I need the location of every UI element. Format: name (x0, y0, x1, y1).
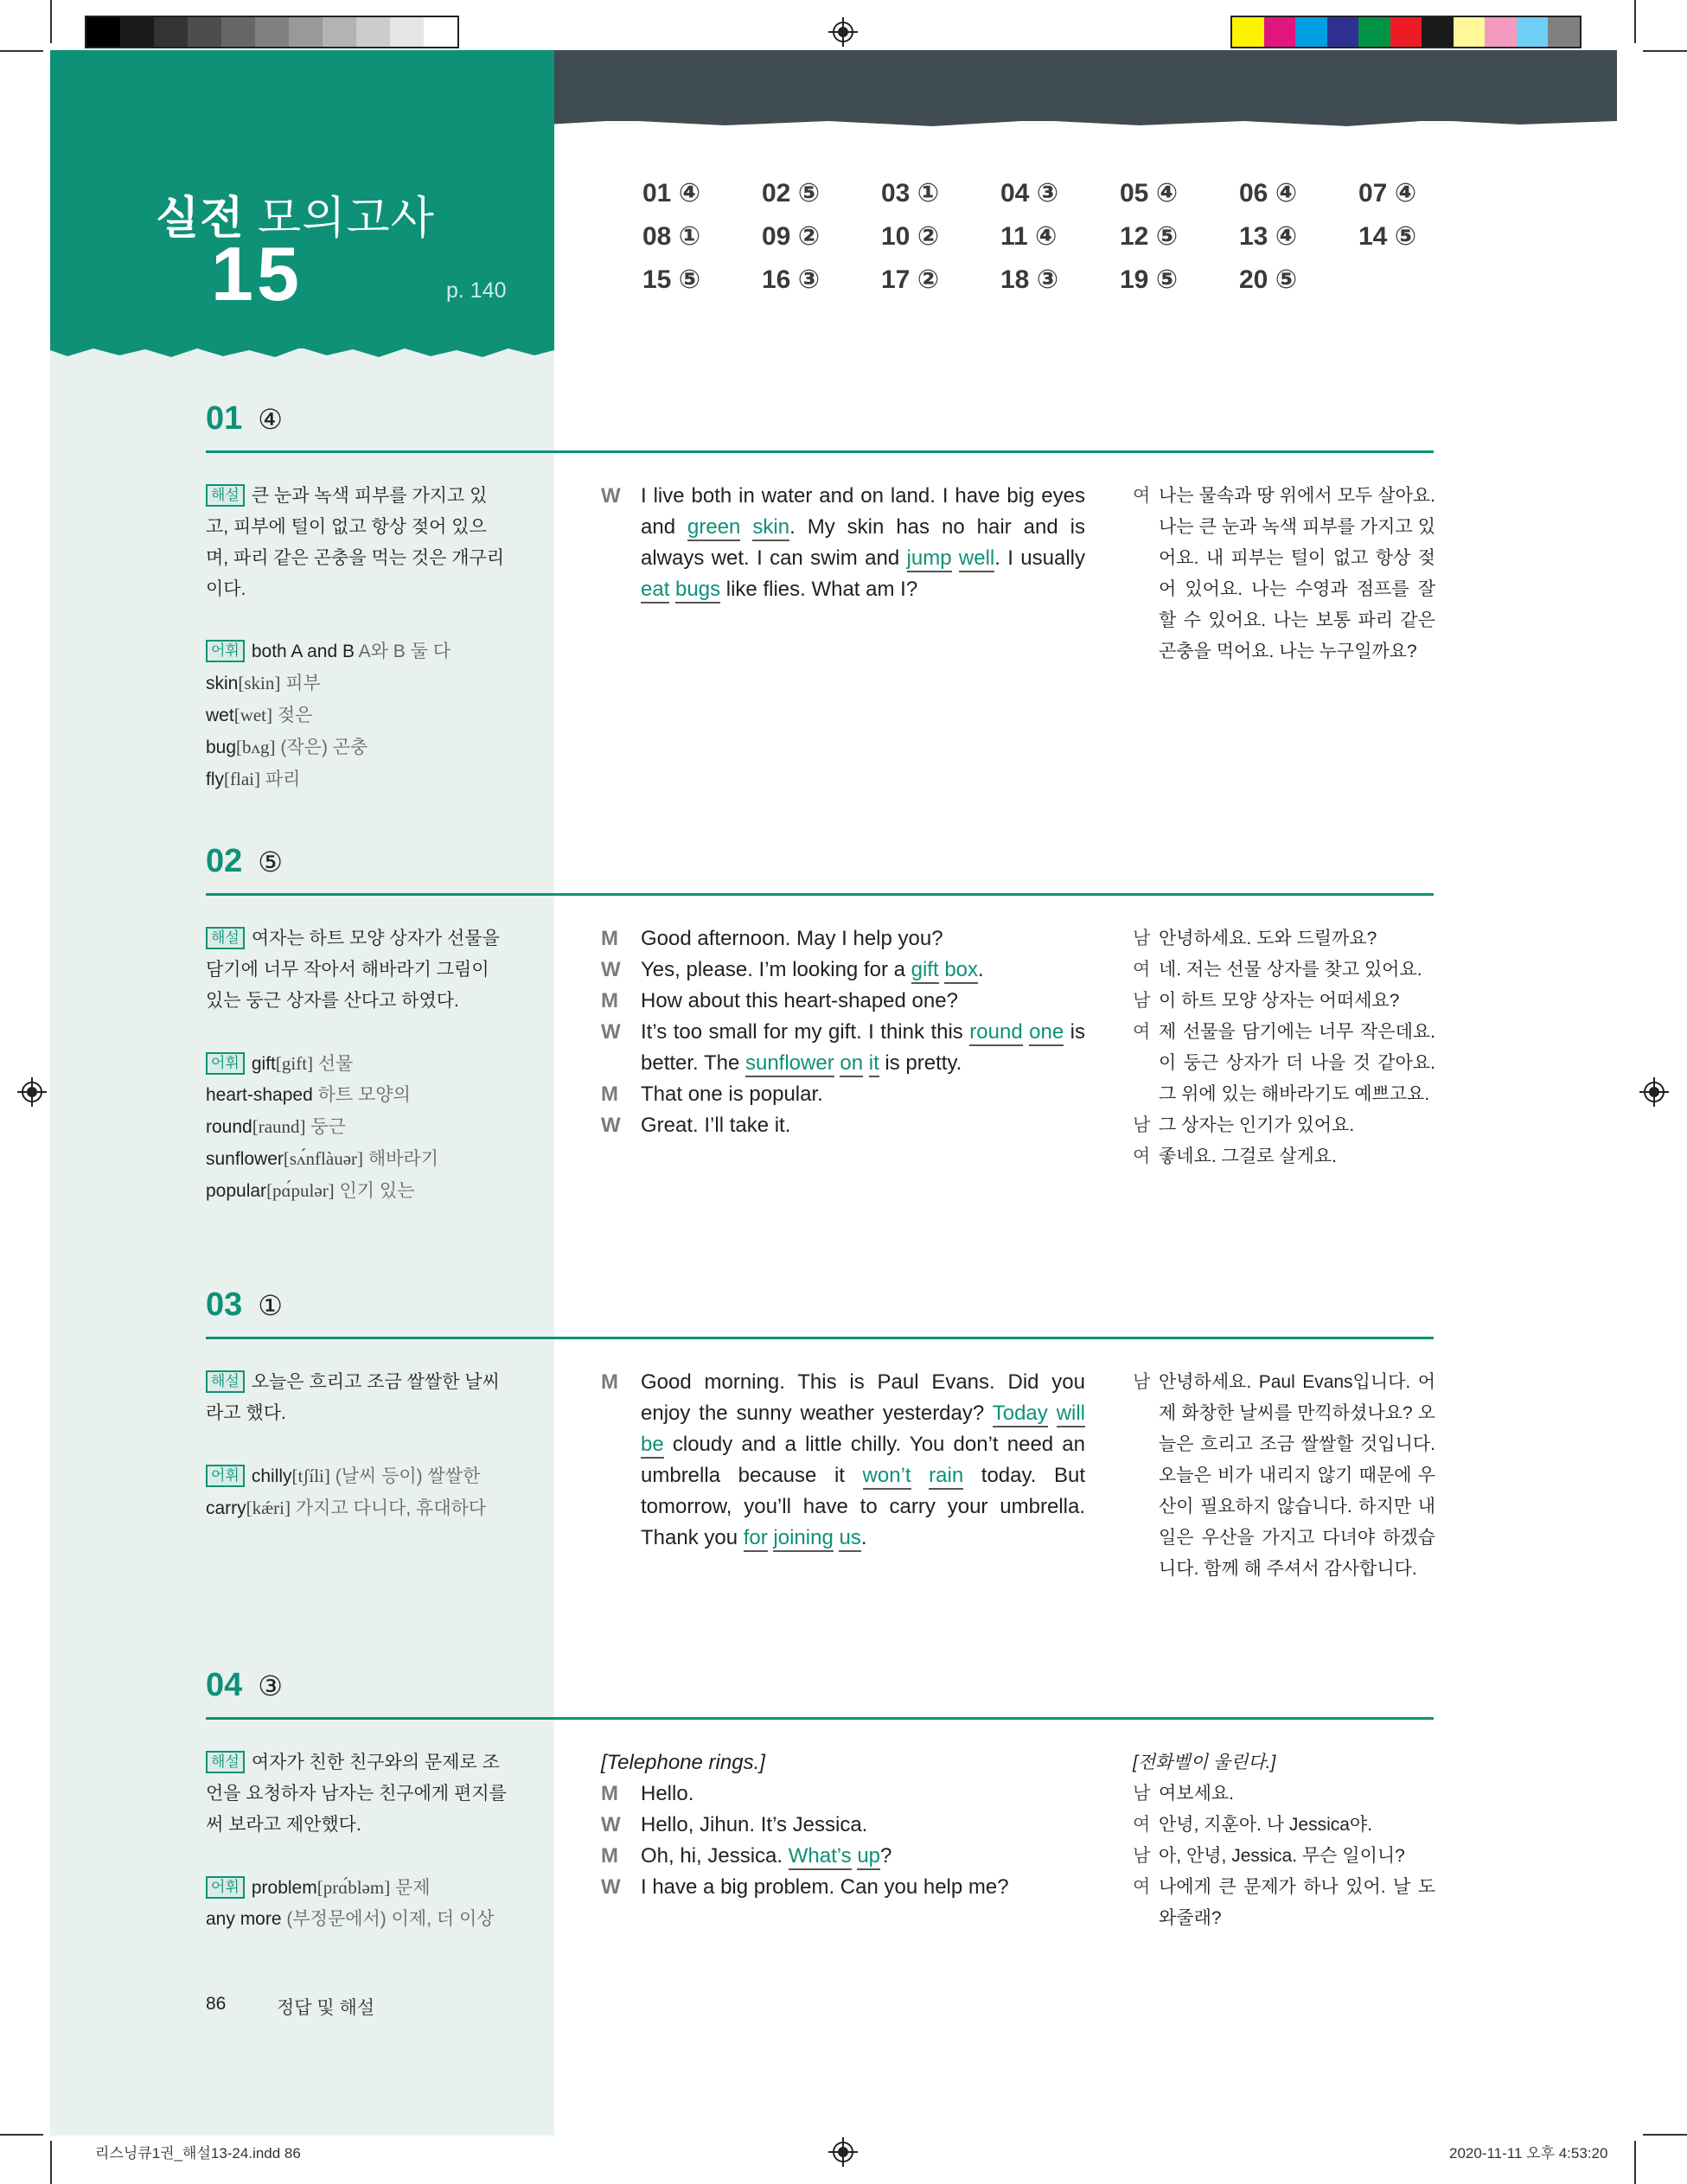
speaker-label: M (601, 1844, 618, 1868)
correct-answer: ③ (258, 1670, 283, 1702)
translation-line (1133, 1367, 1435, 1585)
vocab-meaning: (부정문에서) 이제, 더 이상 (281, 1909, 495, 1929)
dialogue-line (601, 923, 1085, 955)
color-swatch (1232, 17, 1264, 47)
explanation (206, 1367, 508, 1429)
explanation-text: 오늘은 흐리고 조금 쌀쌀한 날씨라고 했다. (206, 1372, 500, 1423)
test-title: 실전 모의고사 (156, 194, 435, 244)
speaker-label: W (601, 1813, 621, 1836)
vocab-word: fly (206, 770, 224, 789)
stage-direction: [Telephone rings.] (601, 1751, 765, 1774)
answer-item: 16 ③ (762, 265, 821, 294)
crop-mark (0, 2134, 43, 2136)
explanation-tag: 해설 (206, 484, 245, 507)
translation-line (1133, 1017, 1435, 1110)
translation-line (1133, 1810, 1435, 1841)
vocab-item (206, 1111, 508, 1143)
speaker-label: 여 (1133, 1877, 1151, 1897)
translation-text: 나는 물속과 땅 위에서 모두 살아요. 나는 큰 눈과 녹색 피부를 가지고 있어요. 내 피부는 털이 없고 항상 젖어 있어요. 나는 수영과 점프를 잘 할 수 있어요. 나는 보통 파리 같은 곤충을 먹어요. 나는 누구일까요? (1159, 486, 1435, 661)
vocab-tag: 어휘 (206, 1876, 245, 1899)
color-swatch (424, 17, 457, 47)
question-number: 02 ⑤ (206, 843, 283, 879)
translation-line (1133, 1141, 1435, 1172)
color-swatch (255, 17, 289, 47)
speaker-label: W (601, 484, 621, 508)
vocab-meaning: 가지고 다니다, 휴대하다 (291, 1498, 487, 1518)
speaker-label: 남 (1133, 1372, 1151, 1392)
vocab-item (206, 763, 508, 795)
translation-line (1133, 481, 1435, 667)
dialogue-line (601, 1841, 1085, 1872)
dialogue-line (601, 1017, 1085, 1079)
color-swatch (120, 17, 154, 47)
color-swatch (1295, 17, 1327, 47)
correct-answer: ⑤ (258, 846, 283, 878)
test-number: 15 (211, 231, 303, 316)
translation-text: 안녕, 지훈아. 나 Jessica야. (1159, 1815, 1373, 1835)
translation-column (1133, 923, 1435, 1172)
answer-blank: Today (993, 1402, 1048, 1427)
color-swatch (390, 17, 424, 47)
question-number: 01 ④ (206, 400, 283, 437)
page-number: 86 (206, 1994, 227, 2014)
explanation-text: 여자가 친한 친구와의 문제로 조언을 요청하자 남자는 친구에게 편지를 써 보라고 제안했다. (206, 1753, 507, 1835)
section-divider (206, 1337, 1434, 1339)
vocab-phonetic: [wet] (233, 705, 272, 725)
vocab-word: heart-shaped (206, 1085, 313, 1105)
vocab-word: chilly (251, 1466, 292, 1486)
speaker-label: W (601, 1020, 621, 1044)
crop-mark (1634, 2141, 1636, 2184)
translation-text: 안녕하세요. Paul Evans입니다. 어제 화창한 날씨를 만끽하셨나요? 오늘은 흐리고 조금 쌀쌀할 것입니다. 오늘은 비가 내리지 않기 때문에 우산이 필요하지 않습니다. 하지만 내일은 우산을 가지고 다녀야 하겠습니다. 함께 해 주셔서 감사합니다. (1159, 1372, 1435, 1579)
color-swatch (188, 17, 221, 47)
color-swatch (1390, 17, 1422, 47)
color-swatch (1454, 17, 1486, 47)
translation-text: 좋네요. 그걸로 살게요. (1159, 1146, 1337, 1166)
vocab-item (206, 731, 508, 763)
speaker-label: M (601, 989, 618, 1012)
vocab-meaning: 피부 (280, 674, 321, 693)
color-swatch (356, 17, 390, 47)
section-divider (206, 450, 1434, 453)
color-swatch (1548, 17, 1580, 47)
speaker-label: 여 (1133, 1022, 1151, 1042)
utterance: Hello. (641, 1782, 694, 1805)
answer-blank: for (744, 1526, 768, 1552)
question-number: 03 ① (206, 1287, 283, 1323)
dialogue-line (601, 955, 1085, 986)
vocabulary (206, 1460, 508, 1524)
answer-blank: on (840, 1051, 863, 1077)
translation-line (1133, 923, 1435, 955)
utterance: Yes, please. I’m looking for a gift box. (641, 955, 1085, 986)
answer-item: 15 ⑤ (642, 265, 701, 294)
explanation (206, 923, 508, 1017)
translation-text: 아, 안녕, Jessica. 무슨 일이니? (1159, 1846, 1405, 1866)
registration-mark-icon (17, 1077, 47, 1107)
answer-blank: bugs (675, 578, 720, 603)
vocab-meaning: 해바라기 (363, 1149, 438, 1169)
vocab-phonetic: [flai] (224, 769, 260, 789)
correct-answer: ④ (258, 404, 283, 435)
answer-blank: joining (773, 1526, 833, 1552)
speaker-label: 남 (1133, 991, 1151, 1011)
explanation (206, 1747, 508, 1841)
dialogue-line (601, 1872, 1085, 1903)
answer-item: 20 ⑤ (1239, 265, 1298, 294)
color-swatch (289, 17, 323, 47)
answer-item: 11 ④ (1000, 222, 1058, 251)
vocab-phonetic: [sʌ́nflàuər] (283, 1148, 364, 1169)
explanation-text: 여자는 하트 모양 상자가 선물을 담기에 너무 작아서 해바라기 그림이 있는 둥근 상자를 산다고 하였다. (206, 929, 500, 1011)
explanation-column (206, 923, 508, 1207)
translation-column (1133, 481, 1435, 667)
speaker-label: M (601, 1082, 618, 1106)
speaker-label: 여 (1133, 960, 1151, 980)
explanation-tag: 해설 (206, 927, 245, 949)
answer-item: 10 ② (881, 222, 940, 251)
gray-color-bar (85, 16, 459, 48)
explanation-tag: 해설 (206, 1370, 245, 1393)
vocab-meaning: 문제 (390, 1878, 431, 1898)
vocab-item (206, 699, 508, 731)
answer-item: 17 ② (881, 265, 940, 294)
translation-text: 여보세요. (1159, 1784, 1234, 1804)
registration-mark-icon (1639, 1077, 1669, 1107)
color-swatch (1358, 17, 1390, 47)
vocab-phonetic: [kǽri] (246, 1498, 291, 1518)
translation-line (1133, 955, 1435, 986)
vocab-word: carry (206, 1498, 246, 1518)
translation-text: 네. 저는 선물 상자를 찾고 있어요. (1159, 960, 1422, 980)
vocab-phonetic: [bʌg] (236, 737, 276, 757)
speaker-label: 여 (1133, 1146, 1151, 1166)
vocab-word: gift (251, 1054, 276, 1074)
vocabulary (206, 636, 508, 795)
vocab-meaning: (작은) 곤충 (275, 738, 368, 757)
dialogue-column (601, 923, 1085, 1141)
speaker-label: 남 (1133, 1115, 1151, 1135)
answer-blank: be (641, 1433, 664, 1459)
vocab-word: any more (206, 1909, 282, 1929)
vocab-tag: 어휘 (206, 1465, 245, 1487)
translation-line (1133, 1110, 1435, 1141)
utterance: Good morning. This is Paul Evans. Did you enjoy the sunny weather yesterday? Today will be cloudy and a little chilly. You don’t need an umbrella because it won’t rain today. But tomorrow, you’ll have to carry your umbrella. Thank you for joining us. (641, 1367, 1085, 1554)
translation-text: 안녕하세요. 도와 드릴까요? (1159, 929, 1377, 948)
vocab-phonetic: [gift] (275, 1053, 314, 1074)
answer-item: 01 ④ (642, 179, 701, 208)
answer-item: 08 ① (642, 222, 701, 251)
color-swatch (86, 17, 120, 47)
vocab-phonetic: [raund] (252, 1116, 306, 1137)
dialogue-line (601, 1079, 1085, 1110)
utterance: Good afternoon. May I help you? (641, 927, 943, 950)
answer-item: 09 ② (762, 222, 821, 251)
section-divider (206, 893, 1434, 896)
page-reference: p. 140 (446, 278, 507, 303)
color-swatch (1327, 17, 1359, 47)
dialogue-line (601, 1367, 1085, 1554)
vocab-tag: 어휘 (206, 1052, 245, 1075)
vocab-phonetic: [pɑ́pulər] (266, 1180, 335, 1201)
answer-blank: skin (752, 515, 789, 541)
answer-blank: will (1057, 1402, 1085, 1427)
speaker-label: 여 (1133, 486, 1151, 506)
explanation-text: 큰 눈과 녹색 피부를 가지고 있고, 피부에 털이 없고 항상 젖어 있으며, 파리 같은 곤충을 먹는 것은 개구리이다. (206, 486, 505, 599)
speaker-label: W (601, 1875, 621, 1899)
answer-item: 02 ⑤ (762, 179, 821, 208)
vocab-word: sunflower (206, 1149, 284, 1169)
answer-blank: box (944, 958, 978, 984)
answer-blank: eat (641, 578, 669, 603)
crop-mark (0, 50, 43, 52)
dialogue-column (601, 481, 1085, 605)
vocab-meaning: 인기 있는 (334, 1181, 415, 1201)
speaker-label: W (601, 958, 621, 981)
section-divider (206, 1717, 1434, 1720)
utterance: Great. I’ll take it. (641, 1114, 791, 1137)
vocab-phonetic: [skin] (238, 673, 281, 693)
vocab-meaning: 파리 (259, 770, 301, 789)
vocab-word: problem (251, 1878, 317, 1898)
answer-blank: sunflower (745, 1051, 834, 1077)
vocab-meaning: 둥근 (305, 1117, 346, 1137)
utterance: It’s too small for my gift. I think this round one is better. The sunflower on it is pretty. (641, 1017, 1085, 1079)
explanation-column (206, 1747, 508, 1935)
vocab-item (206, 1048, 508, 1080)
answer-item: 12 ⑤ (1120, 222, 1179, 251)
answer-blank: round (969, 1020, 1022, 1046)
answer-blank: green (687, 515, 740, 541)
explanation (206, 481, 508, 605)
translation-text: 제 선물을 담기에는 너무 작은데요. 이 둥근 상자가 더 나을 것 같아요. 그 위에 있는 해바라기도 예쁘고요. (1159, 1022, 1435, 1104)
vocab-phonetic: [tʃíli] (291, 1466, 330, 1486)
color-swatch (1264, 17, 1296, 47)
dialogue-line (601, 1810, 1085, 1841)
explanation-column (206, 1367, 508, 1524)
answer-key-grid (642, 180, 1478, 294)
dialogue-line (601, 986, 1085, 1017)
cmyk-color-bar (1230, 16, 1582, 48)
vocab-item (206, 667, 508, 699)
vocab-item (206, 1175, 508, 1207)
answer-blank: up (857, 1844, 880, 1870)
answer-item: 18 ③ (1000, 265, 1059, 294)
footer-title: 정답 및 해설 (277, 1998, 375, 2018)
utterance: How about this heart-shaped one? (641, 989, 958, 1012)
translation-line (1133, 1872, 1435, 1934)
color-swatch (1422, 17, 1454, 47)
translation-column (1133, 1747, 1435, 1934)
speaker-label: M (601, 927, 618, 950)
answer-item: 14 ⑤ (1358, 222, 1417, 251)
answer-blank: won’t (863, 1464, 911, 1490)
dialogue-line (601, 1110, 1085, 1141)
speaker-label: 남 (1133, 1846, 1151, 1866)
answer-item: 19 ⑤ (1120, 265, 1179, 294)
utterance: I have a big problem. Can you help me? (641, 1875, 1009, 1899)
stage-direction-korean: [전화벨이 울린다.] (1133, 1753, 1276, 1772)
translation-text: 그 상자는 인기가 있어요. (1159, 1115, 1355, 1135)
answer-blank: well (959, 546, 994, 572)
color-swatch (1485, 17, 1517, 47)
vocabulary (206, 1872, 508, 1935)
vocab-item (206, 1492, 508, 1524)
utterance: Hello, Jihun. It’s Jessica. (641, 1813, 868, 1836)
vocab-meaning: A와 B 둘 다 (354, 642, 451, 661)
color-swatch (154, 17, 188, 47)
vocab-word: wet (206, 706, 234, 725)
crop-mark (50, 0, 52, 43)
answer-item: 07 ④ (1358, 179, 1417, 208)
answer-blank: jump (907, 546, 952, 572)
speaker-label: 남 (1133, 929, 1151, 948)
translation-line (1133, 986, 1435, 1017)
utterance: Oh, hi, Jessica. What’s up? (641, 1841, 1085, 1872)
vocab-item (206, 1460, 508, 1492)
color-swatch (323, 17, 356, 47)
vocab-meaning: 선물 (313, 1054, 354, 1074)
registration-mark-icon (828, 17, 858, 47)
crop-mark (50, 2141, 52, 2184)
answer-blank: it (869, 1051, 879, 1077)
answer-item: 06 ④ (1239, 179, 1298, 208)
answer-blank: rain (929, 1464, 963, 1490)
color-swatch (221, 17, 255, 47)
question-number: 04 ③ (206, 1667, 283, 1703)
utterance: I live both in water and on land. I have big eyes and green skin. My skin has no hair and is always wet. I can swim and jump well. I usually eat bugs like flies. What am I? (641, 481, 1085, 605)
answer-blank: What’s (789, 1844, 852, 1870)
explanation-column (206, 481, 508, 795)
vocab-item (206, 1872, 508, 1904)
answer-item: 05 ④ (1120, 179, 1179, 208)
vocab-meaning: (날씨 등이) 쌀쌀한 (329, 1466, 481, 1486)
crop-mark (1643, 50, 1687, 52)
crop-mark (1643, 2134, 1687, 2136)
answer-blank: one (1029, 1020, 1064, 1046)
dialogue-column (601, 1747, 1085, 1903)
translation-text: 나에게 큰 문제가 하나 있어. 날 도와줄래? (1159, 1877, 1435, 1928)
vocab-item (206, 1143, 508, 1175)
vocab-word: popular (206, 1181, 267, 1201)
answer-blank: gift (911, 958, 939, 984)
dialogue-line (601, 481, 1085, 605)
speaker-label: 여 (1133, 1815, 1151, 1835)
vocab-meaning: 하트 모양의 (312, 1085, 411, 1105)
correct-answer: ① (258, 1290, 283, 1321)
explanation-tag: 해설 (206, 1751, 245, 1773)
translation-line (1133, 1778, 1435, 1810)
vocab-word: round (206, 1117, 252, 1137)
registration-mark-icon (828, 2137, 858, 2167)
vocab-item (206, 636, 508, 667)
dialogue-line (601, 1778, 1085, 1810)
file-slug: 리스닝큐1권_해설13-24.indd 86 (95, 2145, 301, 2162)
vocab-phonetic: [prɑ́bləm] (316, 1877, 391, 1898)
crop-mark (1634, 0, 1636, 43)
speaker-label: M (601, 1370, 618, 1394)
vocab-tag: 어휘 (206, 640, 245, 662)
answer-blank: us (839, 1526, 860, 1552)
answer-item: 13 ④ (1239, 222, 1298, 251)
translation-line (1133, 1841, 1435, 1872)
translation-column (1133, 1367, 1435, 1585)
dialogue-column (601, 1367, 1085, 1554)
answer-item: 03 ① (881, 179, 940, 208)
vocab-word: both A and B (251, 642, 355, 661)
utterance: That one is popular. (641, 1082, 823, 1106)
translation-text: 이 하트 모양 상자는 어떠세요? (1159, 991, 1400, 1011)
vocab-item (206, 1080, 508, 1111)
vocab-word: skin (206, 674, 239, 693)
vocabulary (206, 1048, 508, 1207)
print-timestamp: 2020-11-11 오후 4:53:20 (1449, 2145, 1608, 2162)
speaker-label: 남 (1133, 1784, 1151, 1804)
speaker-label: M (601, 1782, 618, 1805)
answer-item: 04 ③ (1000, 179, 1059, 208)
vocab-meaning: 젖은 (272, 706, 313, 725)
color-swatch (1517, 17, 1549, 47)
speaker-label: W (601, 1114, 621, 1137)
vocab-item (206, 1904, 508, 1935)
vocab-word: bug (206, 738, 237, 757)
